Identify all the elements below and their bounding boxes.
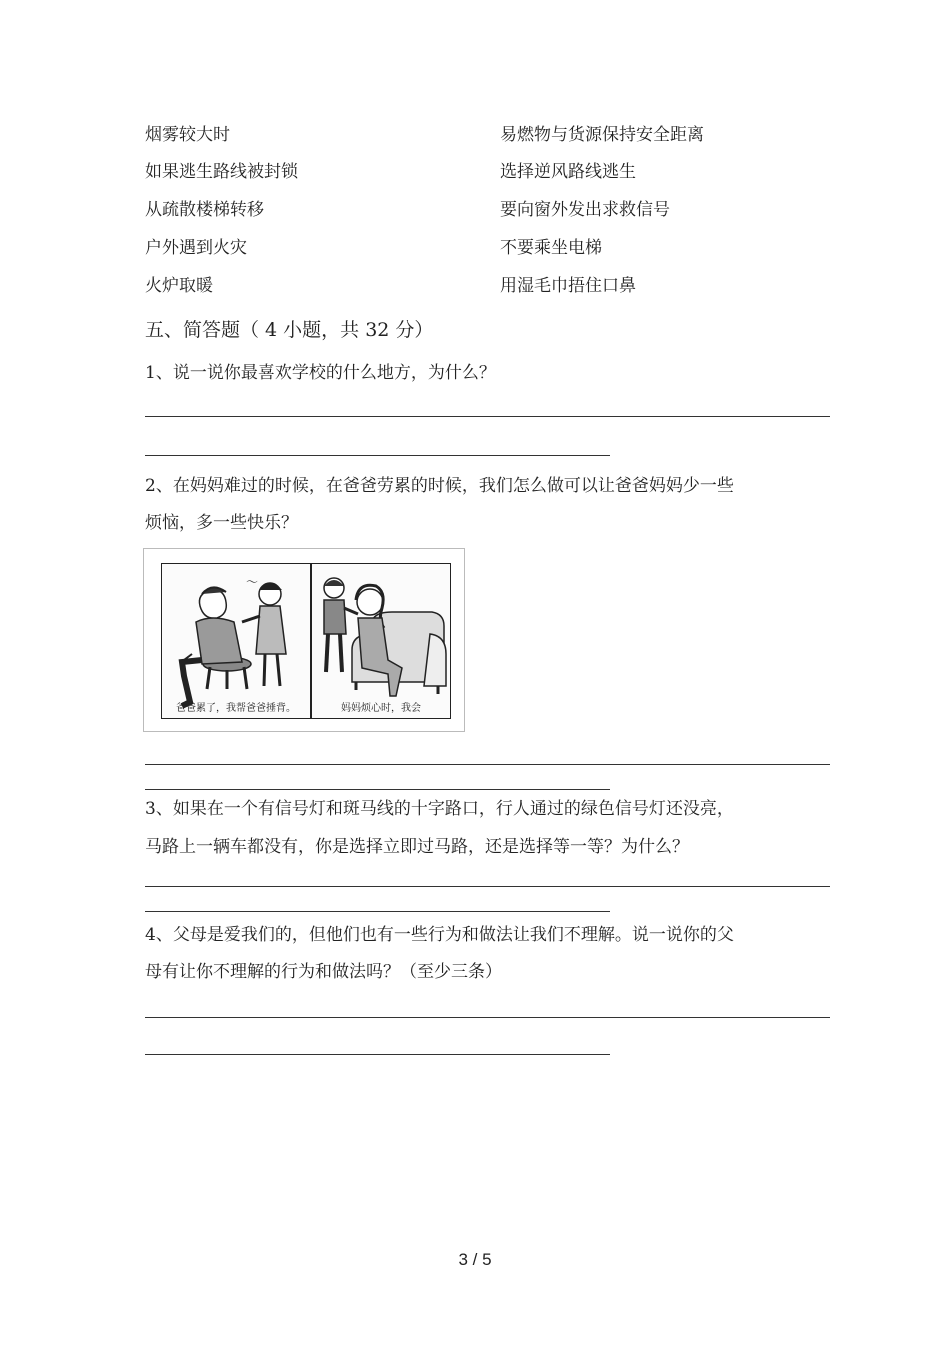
match-left-3: 从疏散楼梯转移 <box>145 200 264 220</box>
caption-left: 爸爸累了，我帮爸爸捶背。 <box>176 703 296 714</box>
match-right-4: 不要乘坐电梯 <box>500 238 602 258</box>
question-2-line-1: 2、在妈妈难过的时候，在爸爸劳累的时候，我们怎么做可以让爸爸妈妈少一些 <box>145 476 734 496</box>
father-daughter-drawing <box>162 564 312 720</box>
svg-text:～: ～ <box>246 575 259 589</box>
match-right-5: 用湿毛巾捂住口鼻 <box>500 276 636 296</box>
question-1: 1、说一说你最喜欢学校的什么地方，为什么？ <box>145 363 496 383</box>
match-right-3: 要向窗外发出求救信号 <box>500 200 670 220</box>
page-number: 3 / 5 <box>458 1250 492 1269</box>
illustration <box>143 548 465 732</box>
caption-right: 妈妈烦心时，我会 <box>341 703 421 714</box>
question-3-line-2: 马路上一辆车都没有，你是选择立即过马路，还是选择等一等？为什么？ <box>145 837 689 857</box>
answer-line[interactable] <box>145 886 830 887</box>
match-left-1: 烟雾较大时 <box>145 125 230 145</box>
section-title: 五、简答题（ 4 小题，共 32 分） <box>145 319 434 341</box>
match-left-2: 如果逃生路线被封锁 <box>145 162 298 182</box>
answer-line[interactable] <box>145 911 610 912</box>
answer-line[interactable] <box>145 1017 830 1018</box>
question-4-line-2: 母有让你不理解的行为和做法吗？（至少三条） <box>145 962 502 982</box>
match-right-2: 选择逆风路线逃生 <box>500 162 636 182</box>
question-4-line-1: 4、父母是爱我们的，但他们也有一些行为和做法让我们不理解。说一说你的父 <box>145 925 734 945</box>
answer-line[interactable] <box>145 416 830 417</box>
match-left-4: 户外遇到火灾 <box>145 238 247 258</box>
answer-line[interactable] <box>145 455 610 456</box>
mother-child-drawing <box>312 564 452 720</box>
illustration-panel-father <box>161 563 311 719</box>
answer-line[interactable] <box>145 764 830 765</box>
answer-line[interactable] <box>145 789 610 790</box>
match-right-1: 易燃物与货源保持安全距离 <box>500 125 704 145</box>
answer-line[interactable] <box>145 1054 610 1055</box>
question-3-line-1: 3、如果在一个有信号灯和斑马线的十字路口，行人通过的绿色信号灯还没亮， <box>145 799 734 819</box>
illustration-panel-mother <box>311 563 451 719</box>
question-2-line-2: 烦恼，多一些快乐？ <box>145 513 298 533</box>
match-left-5: 火炉取暖 <box>145 276 213 296</box>
